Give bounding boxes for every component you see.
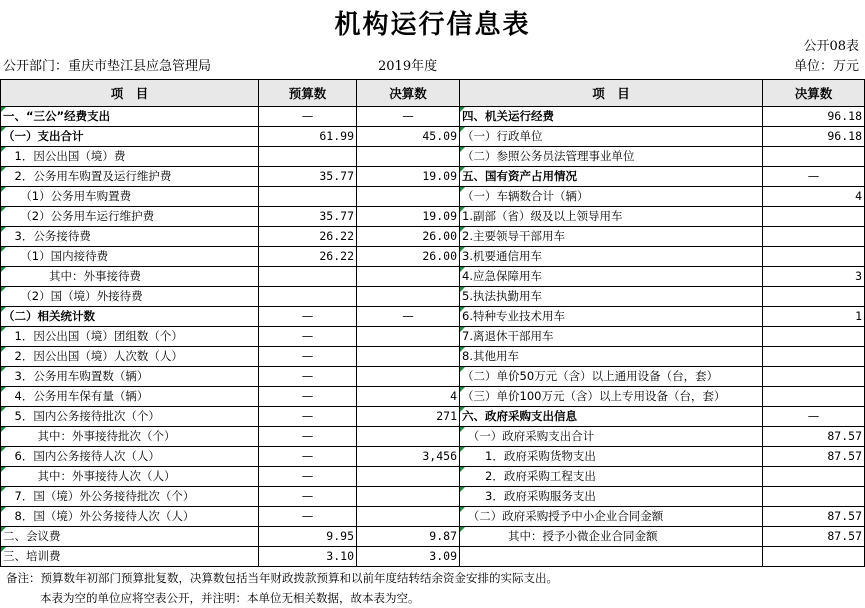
table-row xyxy=(1,507,865,527)
cell-item-right: （一）行政单位 xyxy=(460,127,763,147)
cell-item-right: 7.离退休干部用车 xyxy=(460,327,763,347)
cell-final-right: — xyxy=(763,167,865,187)
cell-budget: — xyxy=(259,507,357,527)
cell-final-left: 26.00 xyxy=(357,247,460,267)
cell-final-right: 1 xyxy=(763,307,865,327)
table-header-row xyxy=(1,80,865,107)
cell-final-left: 45.09 xyxy=(357,127,460,147)
table-row xyxy=(1,467,865,487)
cell-final-left xyxy=(357,487,460,507)
cell-final-right: 4 xyxy=(763,187,865,207)
cell-final-right: 87.57 xyxy=(763,447,865,467)
cell-budget: — xyxy=(259,427,357,447)
cell-final-right xyxy=(763,487,865,507)
cell-budget: — xyxy=(259,327,357,347)
table-row xyxy=(1,247,865,267)
cell-final-left: — xyxy=(357,107,460,127)
table-row xyxy=(1,147,865,167)
form-number: 公开08表 xyxy=(803,39,859,54)
cell-budget: 3.10 xyxy=(259,547,357,567)
cell-item-left: 3．公务用车购置数（辆） xyxy=(1,367,259,387)
table-row xyxy=(1,167,865,187)
table-row xyxy=(1,207,865,227)
cell-budget: — xyxy=(259,407,357,427)
cell-final-left: — xyxy=(357,307,460,327)
cell-budget: 26.22 xyxy=(259,247,357,267)
table-row xyxy=(1,267,865,287)
cell-final-left: 3,456 xyxy=(357,447,460,467)
table-row xyxy=(1,487,865,507)
table-row xyxy=(1,287,865,307)
cell-item-left: 二、会议费 xyxy=(1,527,259,547)
cell-item-right: （一）车辆数合计（辆） xyxy=(460,187,763,207)
cell-budget: 61.99 xyxy=(259,127,357,147)
cell-item-right: 6.特种专业技术用车 xyxy=(460,307,763,327)
cell-budget: — xyxy=(259,467,357,487)
header-final-right: 决算数 xyxy=(763,80,865,107)
cell-final-left: 271 xyxy=(357,407,460,427)
footnote-2: 本表为空的单位应将空表公开，并注明：本单位无相关数据，故本表为空。 xyxy=(40,591,420,605)
cell-item-left: 1．因公出国（境）团组数（个） xyxy=(1,327,259,347)
cell-final-right xyxy=(763,247,865,267)
table-row xyxy=(1,367,865,387)
footnote-1: 备注：预算数年初部门预算批复数，决算数包括当年财政拨款预算和以前年度结转结余资金安排的实际支出。 xyxy=(6,571,558,585)
table-row xyxy=(1,327,865,347)
cell-budget: — xyxy=(259,347,357,367)
cell-final-left xyxy=(357,187,460,207)
cell-budget: — xyxy=(259,487,357,507)
header-item-right: 项 目 xyxy=(460,80,763,107)
cell-item-left: 4．公务用车保有量（辆） xyxy=(1,387,259,407)
cell-item-left: 3．公务接待费 xyxy=(1,227,259,247)
cell-item-right: 四、机关运行经费 xyxy=(460,107,763,127)
department-label: 公开部门：重庆市垫江县应急管理局 xyxy=(3,59,212,74)
cell-final-left: 9.87 xyxy=(357,527,460,547)
cell-final-right: 96.18 xyxy=(763,107,865,127)
cell-final-right xyxy=(763,147,865,167)
cell-final-left xyxy=(357,267,460,287)
cell-final-right xyxy=(763,207,865,227)
cell-item-left: （一）支出合计 xyxy=(1,127,259,147)
cell-final-right xyxy=(763,547,865,567)
cell-item-left: 1．因公出国（境）费 xyxy=(1,147,259,167)
cell-budget xyxy=(259,287,357,307)
table-row xyxy=(1,347,865,367)
cell-final-right xyxy=(763,227,865,247)
cell-item-right: （二）单价50万元（含）以上通用设备（台，套） xyxy=(460,367,763,387)
cell-item-right: （二）参照公务员法管理事业单位 xyxy=(460,147,763,167)
cell-budget: 35.77 xyxy=(259,207,357,227)
cell-final-right xyxy=(763,327,865,347)
cell-final-left: 4 xyxy=(357,387,460,407)
cell-item-left: 三、培训费 xyxy=(1,547,259,567)
header-final-left: 决算数 xyxy=(357,80,460,107)
table-row xyxy=(1,107,865,127)
cell-final-left: 19.09 xyxy=(357,167,460,187)
cell-final-right xyxy=(763,387,865,407)
cell-item-left: 5．国内公务接待批次（个） xyxy=(1,407,259,427)
cell-item-left: （2）公务用车运行维护费 xyxy=(1,207,259,227)
cell-final-left xyxy=(357,427,460,447)
table-row xyxy=(1,447,865,467)
cell-item-left: 一、“三公”经费支出 xyxy=(1,107,259,127)
table-row xyxy=(1,127,865,147)
cell-final-left: 26.00 xyxy=(357,227,460,247)
cell-item-left: 8．国（境）外公务接待人次（人） xyxy=(1,507,259,527)
cell-item-right: 六、政府采购支出信息 xyxy=(460,407,763,427)
cell-final-left: 3.09 xyxy=(357,547,460,567)
cell-item-right xyxy=(460,547,763,567)
cell-final-right: 3 xyxy=(763,267,865,287)
table-row xyxy=(1,227,865,247)
cell-item-left: （2）国（境）外接待费 xyxy=(1,287,259,307)
cell-final-right xyxy=(763,467,865,487)
cell-item-right: 其中：授予小微企业合同金额 xyxy=(460,527,763,547)
cell-final-right: 87.57 xyxy=(763,427,865,447)
cell-final-right: — xyxy=(763,407,865,427)
cell-item-right: 2.主要领导干部用车 xyxy=(460,227,763,247)
table-row xyxy=(1,187,865,207)
unit-label: 单位：万元 xyxy=(793,59,859,74)
header-item-left: 项 目 xyxy=(1,80,259,107)
cell-final-right xyxy=(763,287,865,307)
table-row xyxy=(1,387,865,407)
cell-item-left: 2．因公出国（境）人次数（人） xyxy=(1,347,259,367)
cell-final-right: 87.57 xyxy=(763,507,865,527)
cell-budget: 35.77 xyxy=(259,167,357,187)
year-label: 2019年度 xyxy=(378,59,438,74)
table-row xyxy=(1,527,865,547)
cell-item-right: 8.其他用车 xyxy=(460,347,763,367)
cell-budget: — xyxy=(259,307,357,327)
cell-final-right xyxy=(763,367,865,387)
cell-item-left: 6．国内公务接待人次（人） xyxy=(1,447,259,467)
cell-final-left xyxy=(357,507,460,527)
cell-item-right: 1.副部（省）级及以上领导用车 xyxy=(460,207,763,227)
cell-final-left xyxy=(357,327,460,347)
cell-item-right: （一）政府采购支出合计 xyxy=(460,427,763,447)
cell-budget xyxy=(259,187,357,207)
cell-budget: 9.95 xyxy=(259,527,357,547)
operations-info-table xyxy=(0,79,865,567)
cell-final-right: 96.18 xyxy=(763,127,865,147)
cell-budget: — xyxy=(259,367,357,387)
cell-item-left: 2．公务用车购置及运行维护费 xyxy=(1,167,259,187)
cell-final-left xyxy=(357,287,460,307)
cell-item-right: 4.应急保障用车 xyxy=(460,267,763,287)
cell-item-right: 五、国有资产占用情况 xyxy=(460,167,763,187)
cell-item-left: （二）相关统计数 xyxy=(1,307,259,327)
cell-budget: — xyxy=(259,447,357,467)
cell-budget xyxy=(259,267,357,287)
header-budget: 预算数 xyxy=(259,80,357,107)
cell-item-left: 其中：外事接待人次（人） xyxy=(1,467,259,487)
cell-final-left: 19.09 xyxy=(357,207,460,227)
cell-budget: — xyxy=(259,387,357,407)
cell-final-left xyxy=(357,347,460,367)
cell-final-left xyxy=(357,147,460,167)
cell-item-right: （三）单价100万元（含）以上专用设备（台，套） xyxy=(460,387,763,407)
cell-item-left: 7．国（境）外公务接待批次（个） xyxy=(1,487,259,507)
cell-item-left: 其中：外事接待批次（个） xyxy=(1,427,259,447)
table-row xyxy=(1,307,865,327)
cell-item-right: 1．政府采购货物支出 xyxy=(460,447,763,467)
cell-item-right: 3．政府采购服务支出 xyxy=(460,487,763,507)
cell-budget: 26.22 xyxy=(259,227,357,247)
cell-final-left xyxy=(357,467,460,487)
cell-budget xyxy=(259,147,357,167)
table-row xyxy=(1,407,865,427)
cell-item-right: 5.执法执勤用车 xyxy=(460,287,763,307)
cell-item-left: 其中：外事接待费 xyxy=(1,267,259,287)
table-row xyxy=(1,547,865,567)
cell-item-right: 3.机要通信用车 xyxy=(460,247,763,267)
cell-budget: — xyxy=(259,107,357,127)
cell-item-left: （1）公务用车购置费 xyxy=(1,187,259,207)
cell-item-left: （1）国内接待费 xyxy=(1,247,259,267)
table-row xyxy=(1,427,865,447)
cell-final-left xyxy=(357,367,460,387)
page-title: 机构运行信息表 xyxy=(334,10,531,40)
cell-final-right xyxy=(763,347,865,367)
cell-item-right: 2．政府采购工程支出 xyxy=(460,467,763,487)
cell-item-right: （二）政府采购授予中小企业合同金额 xyxy=(460,507,763,527)
cell-final-right: 87.57 xyxy=(763,527,865,547)
